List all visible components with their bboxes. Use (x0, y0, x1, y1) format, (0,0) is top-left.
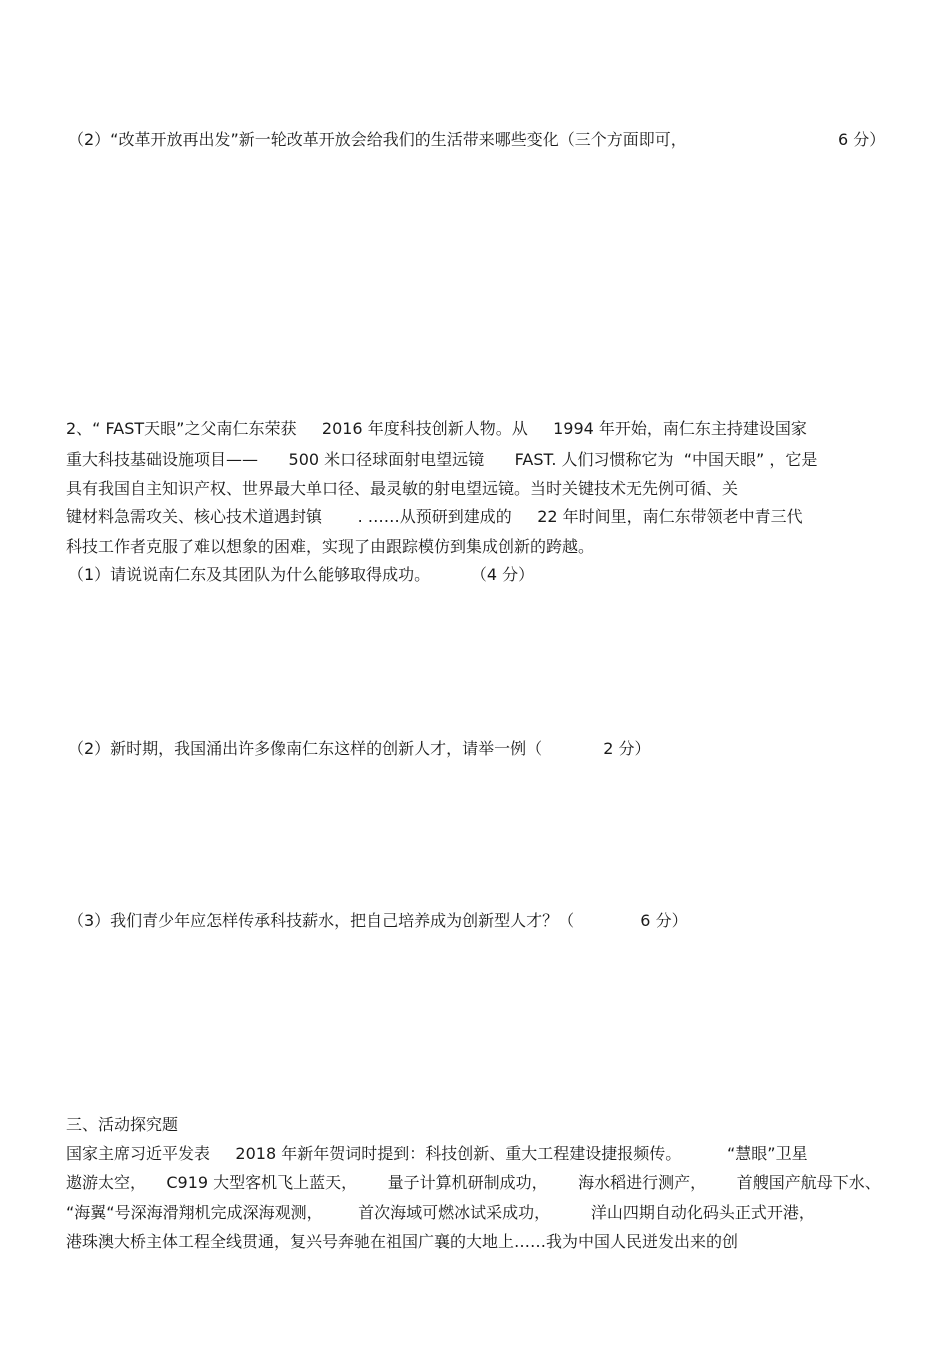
question-2-part-1: （1）请说说南仁东及其团队为什么能够取得成功。 （4 分） (68, 565, 535, 584)
paragraph-line: 2、“ FAST天眼”之父南仁东荣获 2016 年度科技创新人物。从 1994 年开始，南仁东主持建设国家 (66, 419, 807, 438)
paragraph-line: “海翼“号深海滑翔机完成深海观测， 首次海域可燃冰试采成功， 洋山四期自动化码头正式开港， (66, 1203, 815, 1222)
question-2-part-2: （2）新时期，我国涌出许多像南仁东这样的创新人才，请举一例（ 2 分） (68, 739, 651, 758)
paragraph-line: 遨游太空， C919 大型客机飞上蓝天， 量子计算机研制成功， 海水稻进行测产， 首艘国产航母下水、 (66, 1173, 881, 1192)
paragraph-line: 港珠澳大桥主体工程全线贯通，复兴号奔驰在祖国广襄的大地上……我为中国人民迸发出来的创 (66, 1232, 739, 1251)
paragraph-line: 科技工作者克服了难以想象的困难，实现了由跟踪模仿到集成创新的跨越。 (66, 537, 595, 556)
section-heading: 三、活动探究题 (66, 1115, 179, 1134)
question-text: （2）“改革开放再出发”新一轮改革开放会给我们的生活带来哪些变化（三个方面即可， (68, 130, 687, 149)
question-2-part-3: （3）我们青少年应怎样传承科技薪水，把自己培养成为创新型人才？（ 6 分） (68, 911, 688, 930)
paragraph-line: 国家主席习近平发表 2018 年新年贺词时提到：科技创新、重大工程建设捷报频传。 “慧眼”卫星 (66, 1144, 808, 1163)
paragraph-line: 具有我国自主知识产权、世界最大单口径、最灵敏的射电望远镜。当时关键技术无先例可循、关 (66, 479, 739, 498)
question-score: 6 分） (838, 130, 886, 149)
paragraph-line: 重大科技基础设施项目—— 500 米口径球面射电望远镜 FAST. 人们习惯称它为 “中国天眼” ，它是 (66, 450, 818, 469)
paragraph-line: 键材料急需攻关、核心技术道遇封镇 . ……从预研到建成的 22 年时间里，南仁东带领老中青三代 (66, 507, 803, 526)
